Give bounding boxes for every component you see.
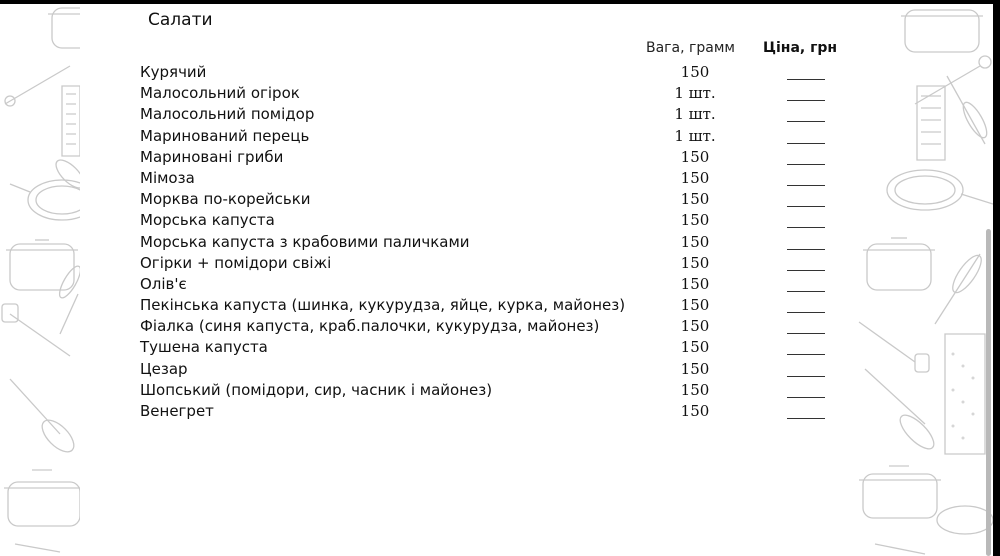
price-blank (787, 333, 825, 334)
list-item (0, 359, 993, 380)
list-item (0, 168, 993, 189)
price-blank (787, 418, 825, 419)
item-weight: 1 шт. (674, 105, 716, 124)
list-item (0, 62, 993, 83)
price-blank (787, 185, 825, 186)
item-name: Курячий (140, 63, 207, 81)
item-name: Огірки + помідори свіжі (140, 253, 332, 272)
price-blank (787, 249, 825, 250)
item-weight: 150 (680, 253, 710, 272)
item-name: Малосольний огірок (140, 84, 300, 103)
price-blank (787, 397, 825, 398)
list-item (0, 401, 993, 422)
item-name: Морська капуста (140, 211, 275, 230)
item-weight: 150 (680, 402, 710, 420)
item-weight: 150 (680, 359, 710, 378)
list-item (0, 104, 993, 125)
item-name: Фіалка (синя капуста, краб.палочки, кукурудза, майонез) (140, 317, 600, 336)
menu-page (0, 4, 993, 556)
price-blank (787, 354, 825, 355)
item-weight: 150 (680, 274, 710, 293)
list-item (0, 83, 993, 104)
item-name: Пекінська капуста (шинка, кукурудза, яйце, курка, майонез) (140, 296, 626, 315)
item-weight: 150 (680, 190, 710, 209)
price-blank (787, 376, 825, 377)
item-weight: 150 (680, 380, 710, 399)
item-weight: 1 шт. (674, 84, 716, 103)
item-name: Олів'є (140, 274, 187, 293)
item-weight: 150 (680, 296, 710, 315)
list-item (0, 274, 993, 295)
section-title: Салати (148, 10, 213, 30)
item-name: Маринований перець (140, 126, 310, 145)
item-name: Цезар (140, 359, 188, 378)
list-item (0, 316, 993, 337)
list-item (0, 189, 993, 210)
item-weight: 1 шт. (674, 126, 716, 145)
item-name: Малосольний помідор (140, 105, 315, 124)
item-name: Шопський (помідори, сир, часник і майонез) (140, 380, 493, 399)
item-name: Венегрет (140, 402, 214, 420)
list-item (0, 147, 993, 168)
weight-column-header: Вага, грамм (646, 40, 735, 56)
price-column-header: Ціна, грн (763, 40, 838, 56)
price-blank (787, 143, 825, 144)
item-weight: 150 (680, 168, 710, 187)
item-name: Мімоза (140, 168, 195, 187)
list-item (0, 232, 993, 253)
price-blank (787, 270, 825, 271)
price-blank (787, 291, 825, 292)
price-blank (787, 121, 825, 122)
item-weight: 150 (680, 63, 710, 81)
price-blank (787, 164, 825, 165)
list-item (0, 253, 993, 274)
item-name: Морська капуста з крабовими паличками (140, 232, 470, 251)
item-weight: 150 (680, 317, 710, 336)
list-item (0, 210, 993, 231)
price-blank (787, 227, 825, 228)
item-weight: 150 (680, 211, 710, 230)
item-weight: 150 (680, 338, 710, 357)
list-item (0, 126, 993, 147)
item-name: Мариновані гриби (140, 147, 284, 166)
item-name: Тушена капуста (140, 338, 268, 357)
price-blank (787, 79, 825, 80)
list-item (0, 380, 993, 401)
item-weight: 150 (680, 232, 710, 251)
menu-list (0, 62, 993, 422)
list-item (0, 295, 993, 316)
price-blank (787, 312, 825, 313)
price-blank (787, 206, 825, 207)
item-name: Морква по-корейськи (140, 190, 311, 209)
price-blank (787, 100, 825, 101)
item-weight: 150 (680, 147, 710, 166)
list-item (0, 337, 993, 358)
